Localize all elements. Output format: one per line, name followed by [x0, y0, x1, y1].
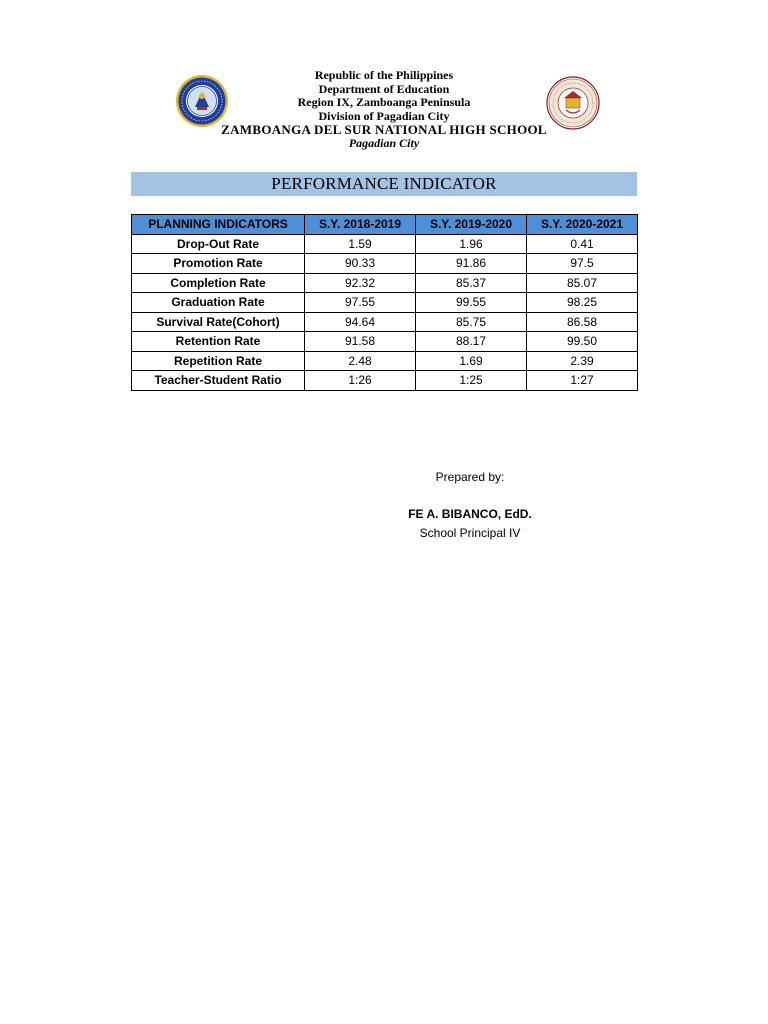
table-cell: 90.33: [305, 254, 416, 274]
table-cell: 99.55: [416, 293, 527, 313]
header-division: Division of Pagadian City: [318, 108, 450, 123]
row-label: Survival Rate(Cohort): [132, 312, 305, 332]
city-name: Pagadian City: [348, 135, 420, 150]
school-name: ZAMBOANGA DEL SUR NATIONAL HIGH SCHOOL: [221, 122, 547, 137]
table-row: [132, 351, 638, 371]
table-cell: 85.75: [416, 312, 527, 332]
column-header: PLANNING INDICATORS: [132, 215, 305, 235]
table-cell: 1.96: [416, 234, 527, 254]
row-label: Drop-Out Rate: [132, 234, 305, 254]
table-cell: 1:27: [527, 371, 638, 391]
header-region: Region IX, Zamboanga Peninsula: [297, 95, 471, 109]
prepared-by-label: Prepared by:: [435, 470, 505, 484]
table-header-row: [132, 215, 638, 235]
table-cell: 1:25: [416, 371, 527, 391]
table-row: [132, 273, 638, 293]
row-label: Retention Rate: [132, 332, 305, 352]
table-cell: 85.37: [416, 273, 527, 293]
table-row: [132, 312, 638, 332]
table-cell: 98.25: [527, 293, 638, 313]
table-cell: 91.86: [416, 254, 527, 274]
table-cell: 97.5: [527, 254, 638, 274]
table-cell: 94.64: [305, 312, 416, 332]
table-cell: 0.41: [527, 234, 638, 254]
table-cell: 2.48: [305, 351, 416, 371]
table-row: [132, 371, 638, 391]
letterhead: [0, 69, 768, 150]
row-label: Completion Rate: [132, 273, 305, 293]
row-label: Promotion Rate: [132, 254, 305, 274]
table-cell: 1:26: [305, 371, 416, 391]
header-republic: Republic of the Philippines: [314, 68, 454, 82]
column-header: S.Y. 2020-2021: [527, 215, 638, 235]
table-cell: 97.55: [305, 293, 416, 313]
column-header: S.Y. 2019-2020: [416, 215, 527, 235]
table-row: [132, 234, 638, 254]
column-header: S.Y. 2018-2019: [305, 215, 416, 235]
signatory-position: School Principal IV: [419, 526, 521, 540]
table-row: [132, 293, 638, 313]
row-label: Repetition Rate: [132, 351, 305, 371]
header-department: Department of Education: [318, 81, 450, 96]
table-cell: 1.69: [416, 351, 527, 371]
table-cell: 91.58: [305, 332, 416, 352]
signatory-name: FE A. BIBANCO, EdD.: [408, 507, 532, 521]
table-cell: 88.17: [416, 332, 527, 352]
table-row: [132, 254, 638, 274]
table-cell: 92.32: [305, 273, 416, 293]
table-cell: 2.39: [527, 351, 638, 371]
table-cell: 85.07: [527, 273, 638, 293]
table-cell: 1.59: [305, 234, 416, 254]
performance-table: [131, 214, 638, 391]
table-cell: 99.50: [527, 332, 638, 352]
row-label: Graduation Rate: [132, 293, 305, 313]
row-label: Teacher-Student Ratio: [132, 371, 305, 391]
table-row: [132, 332, 638, 352]
table-cell: 86.58: [527, 312, 638, 332]
page-title: PERFORMANCE INDICATOR: [131, 172, 637, 196]
